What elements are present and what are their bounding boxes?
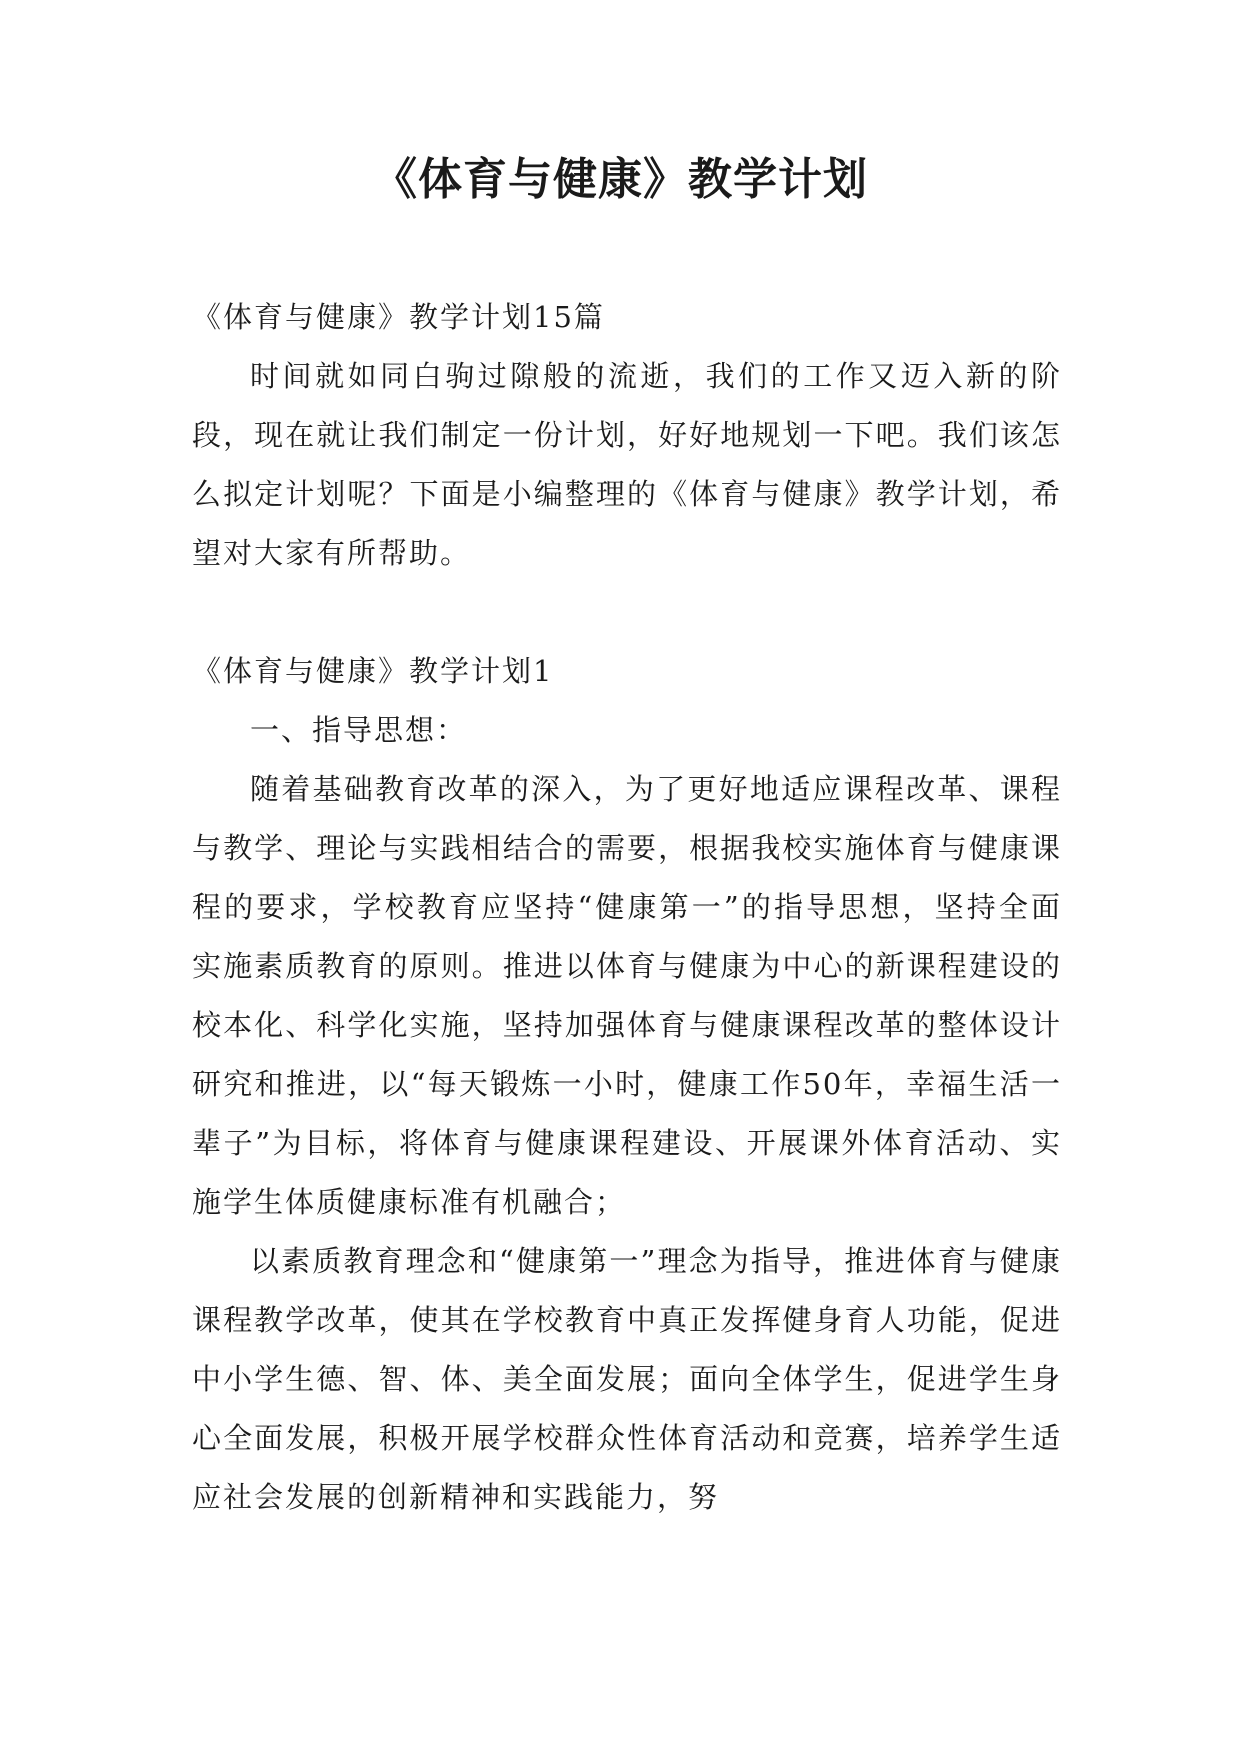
intro-paragraph: 时间就如同白驹过隙般的流逝，我们的工作又迈入新的阶段，现在就让我们制定一份计划，好好地规划一下吧。我们该怎么拟定计划呢？下面是小编整理的《体育与健康》教学计划，希望对大家有所帮助。 bbox=[192, 359, 1062, 570]
document-body bbox=[192, 288, 1062, 1527]
document-subtitle: 《体育与健康》教学计划15篇 bbox=[192, 300, 605, 334]
body-paragraph: 以素质教育理念和“健康第一”理念为指导，推进体育与健康课程教学改革，使其在学校教育中真正发挥健身育人功能，促进中小学生德、智、体、美全面发展；面向全体学生，促进学生身心全面发展，积极开展学校群众性体育活动和竞赛，培养学生适应社会发展的创新精神和实践能力，努 bbox=[192, 1244, 1062, 1514]
point-heading: 一、指导思想： bbox=[250, 713, 468, 747]
document-title: 《体育与健康》教学计划 bbox=[373, 154, 868, 205]
paragraph-spacer bbox=[192, 583, 1062, 642]
body-paragraph: 随着基础教育改革的深入，为了更好地适应课程改革、课程与教学、理论与实践相结合的需要，根据我校实施体育与健康课程的要求，学校教育应坚持“健康第一”的指导思想，坚持全面实施素质教育的原则。推进以体育与健康为中心的新课程建设的校本化、科学化实施，坚持加强体育与健康课程改革的整体设计研究和推进，以“每天锻炼一小时，健康工作50年，幸福生活一辈子”为目标，将体育与健康课程建设、开展课外体育活动、实施学生体质健康标准有机融合； bbox=[192, 772, 1062, 1219]
section-heading: 《体育与健康》教学计划1 bbox=[192, 654, 554, 688]
